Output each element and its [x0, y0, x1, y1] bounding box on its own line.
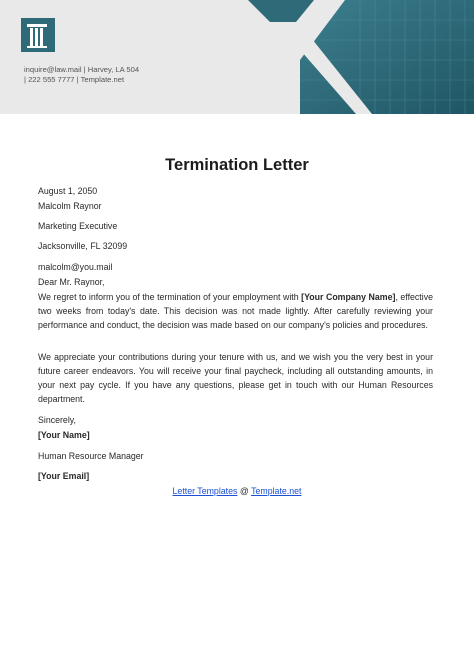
recipient-title: Marketing Executive	[38, 221, 118, 231]
sender-title: Human Resource Manager	[38, 451, 144, 461]
closing: Sincerely,	[38, 415, 76, 425]
letterhead	[0, 0, 474, 114]
recipient-name: Malcolm Raynor	[38, 201, 102, 211]
paragraph-1-text-continued: , effective two weeks from today's date. This decision was not made lightly. After carefully reviewing your performance and conduct, the decision was made based on our company's policies and procedures.	[38, 292, 433, 330]
letter-title: Termination Letter	[165, 156, 309, 174]
contact-line-email-address: inquire@law.mail | Harvey, LA 504	[24, 65, 140, 74]
letter-templates-link[interactable]: Letter Templates	[172, 486, 238, 496]
paragraph-appreciation: We appreciate your contributions during your tenure with us, and we wish you the very best in your future career endeavors. You will receive your final paycheck, including all outstanding amounts, in your next pay cycle. If you have any questions, please get in touch with our Human Resources department.	[38, 352, 433, 404]
pillar-logo-icon	[21, 18, 55, 52]
recipient-location: Jacksonville, FL 32099	[38, 241, 128, 251]
salutation: Dear Mr. Raynor,	[38, 277, 105, 287]
header-decoration	[0, 0, 474, 114]
sender-email: [Your Email]	[38, 471, 90, 481]
contact-line-phone-website: | 222 555 7777 | Template.net	[24, 74, 125, 84]
sender-name: [Your Name]	[38, 430, 90, 440]
footer-separator: @	[239, 486, 249, 496]
company-name-placeholder: [Your Company Name]	[301, 292, 396, 302]
footer-credit	[0, 486, 474, 496]
recipient-email: malcolm@you.mail	[38, 262, 113, 272]
template-net-link[interactable]: Template.net	[251, 486, 302, 496]
paragraph-1-text: We regret to inform you of the termination of your employment with	[38, 292, 302, 302]
contact-info	[24, 65, 139, 84]
paragraph-termination	[38, 290, 433, 332]
letter-date: August 1, 2050	[38, 186, 98, 196]
accent-tab	[248, 0, 314, 22]
